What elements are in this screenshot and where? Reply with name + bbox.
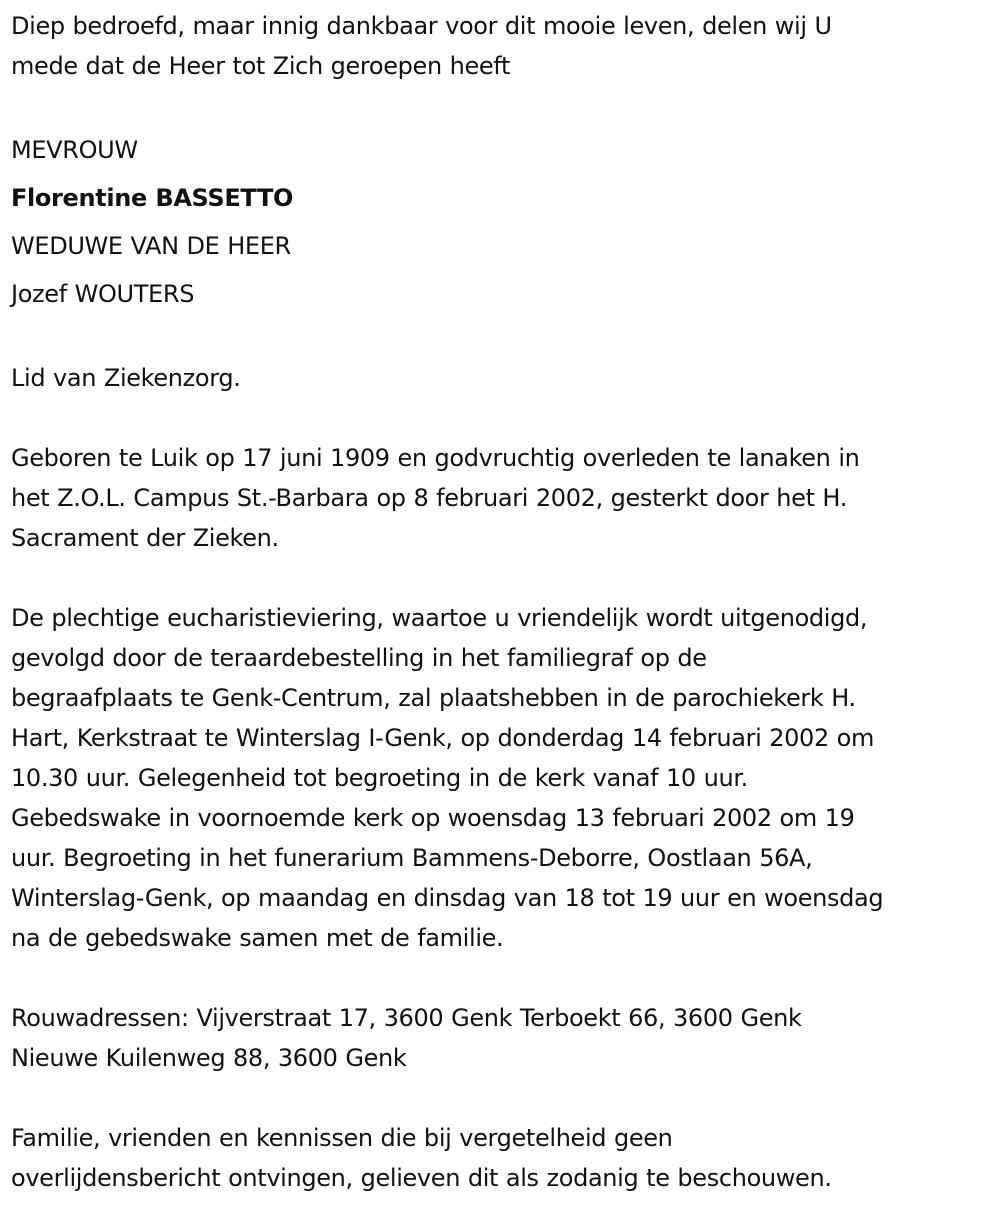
closing-line-2: overlijdensbericht ontvingen, gelieven dit als zodanig te beschouwen. — [11, 1164, 832, 1192]
ceremony-line-1: De plechtige eucharistieviering, waartoe u vriendelijk wordt uitgenodigd, — [11, 604, 868, 632]
ceremony-line-2: gevolgd door de teraardebestelling in het familiegraf op de — [11, 644, 707, 672]
spacer — [11, 1078, 990, 1118]
spacer — [11, 558, 990, 598]
deceased-relation: WEDUWE VAN DE HEER — [11, 232, 291, 260]
birth-death-line-1: Geboren te Luik op 17 juni 1909 en godvruchtig overleden te lanaken in — [11, 444, 860, 472]
intro-line-2: mede dat de Heer tot Zich geroepen heeft — [11, 52, 511, 80]
addresses-paragraph — [11, 998, 990, 1078]
spacer — [11, 318, 990, 358]
addresses-line-1: Rouwadressen: Vijverstraat 17, 3600 Genk Terboekt 66, 3600 Genk — [11, 1004, 802, 1032]
ceremony-line-3: begraafplaats te Genk-Centrum, zal plaatshebben in de parochiekerk H. — [11, 684, 856, 712]
ceremony-line-9: na de gebedswake samen met de familie. — [11, 924, 504, 952]
addresses-line-2: Nieuwe Kuilenweg 88, 3600 Genk — [11, 1044, 407, 1072]
deceased-spouse: Jozef WOUTERS — [11, 280, 195, 308]
birth-death-paragraph — [11, 438, 990, 558]
spacer — [11, 958, 990, 998]
spacer — [11, 86, 990, 126]
closing-paragraph — [11, 1118, 990, 1198]
ceremony-line-5: 10.30 uur. Gelegenheid tot begroeting in de kerk vanaf 10 uur. — [11, 764, 748, 792]
ceremony-line-4: Hart, Kerkstraat te Winterslag I-Genk, op donderdag 14 februari 2002 om — [11, 724, 875, 752]
ceremony-line-8: Winterslag-Genk, op maandag en dinsdag van 18 tot 19 uur en woensdag — [11, 884, 884, 912]
birth-death-line-2: het Z.O.L. Campus St.-Barbara op 8 februari 2002, gesterkt door het H. — [11, 484, 847, 512]
deceased-title: MEVROUW — [11, 136, 138, 164]
deceased-name: Florentine BASSETTO — [11, 184, 294, 212]
ceremony-line-7: uur. Begroeting in het funerarium Bammens-Deborre, Oostlaan 56A, — [11, 844, 813, 872]
deceased-block — [11, 126, 990, 318]
intro-line-1: Diep bedroefd, maar innig dankbaar voor dit mooie leven, delen wij U — [11, 12, 832, 40]
closing-line-1: Familie, vrienden en kennissen die bij vergetelheid geen — [11, 1124, 673, 1152]
spacer — [11, 398, 990, 438]
membership-line: Lid van Ziekenzorg. — [11, 364, 241, 392]
birth-death-line-3: Sacrament der Zieken. — [11, 524, 279, 552]
ceremony-line-6: Gebedswake in voornoemde kerk op woensdag 13 februari 2002 om 19 — [11, 804, 855, 832]
ceremony-paragraph — [11, 598, 990, 958]
intro-paragraph — [11, 6, 990, 86]
